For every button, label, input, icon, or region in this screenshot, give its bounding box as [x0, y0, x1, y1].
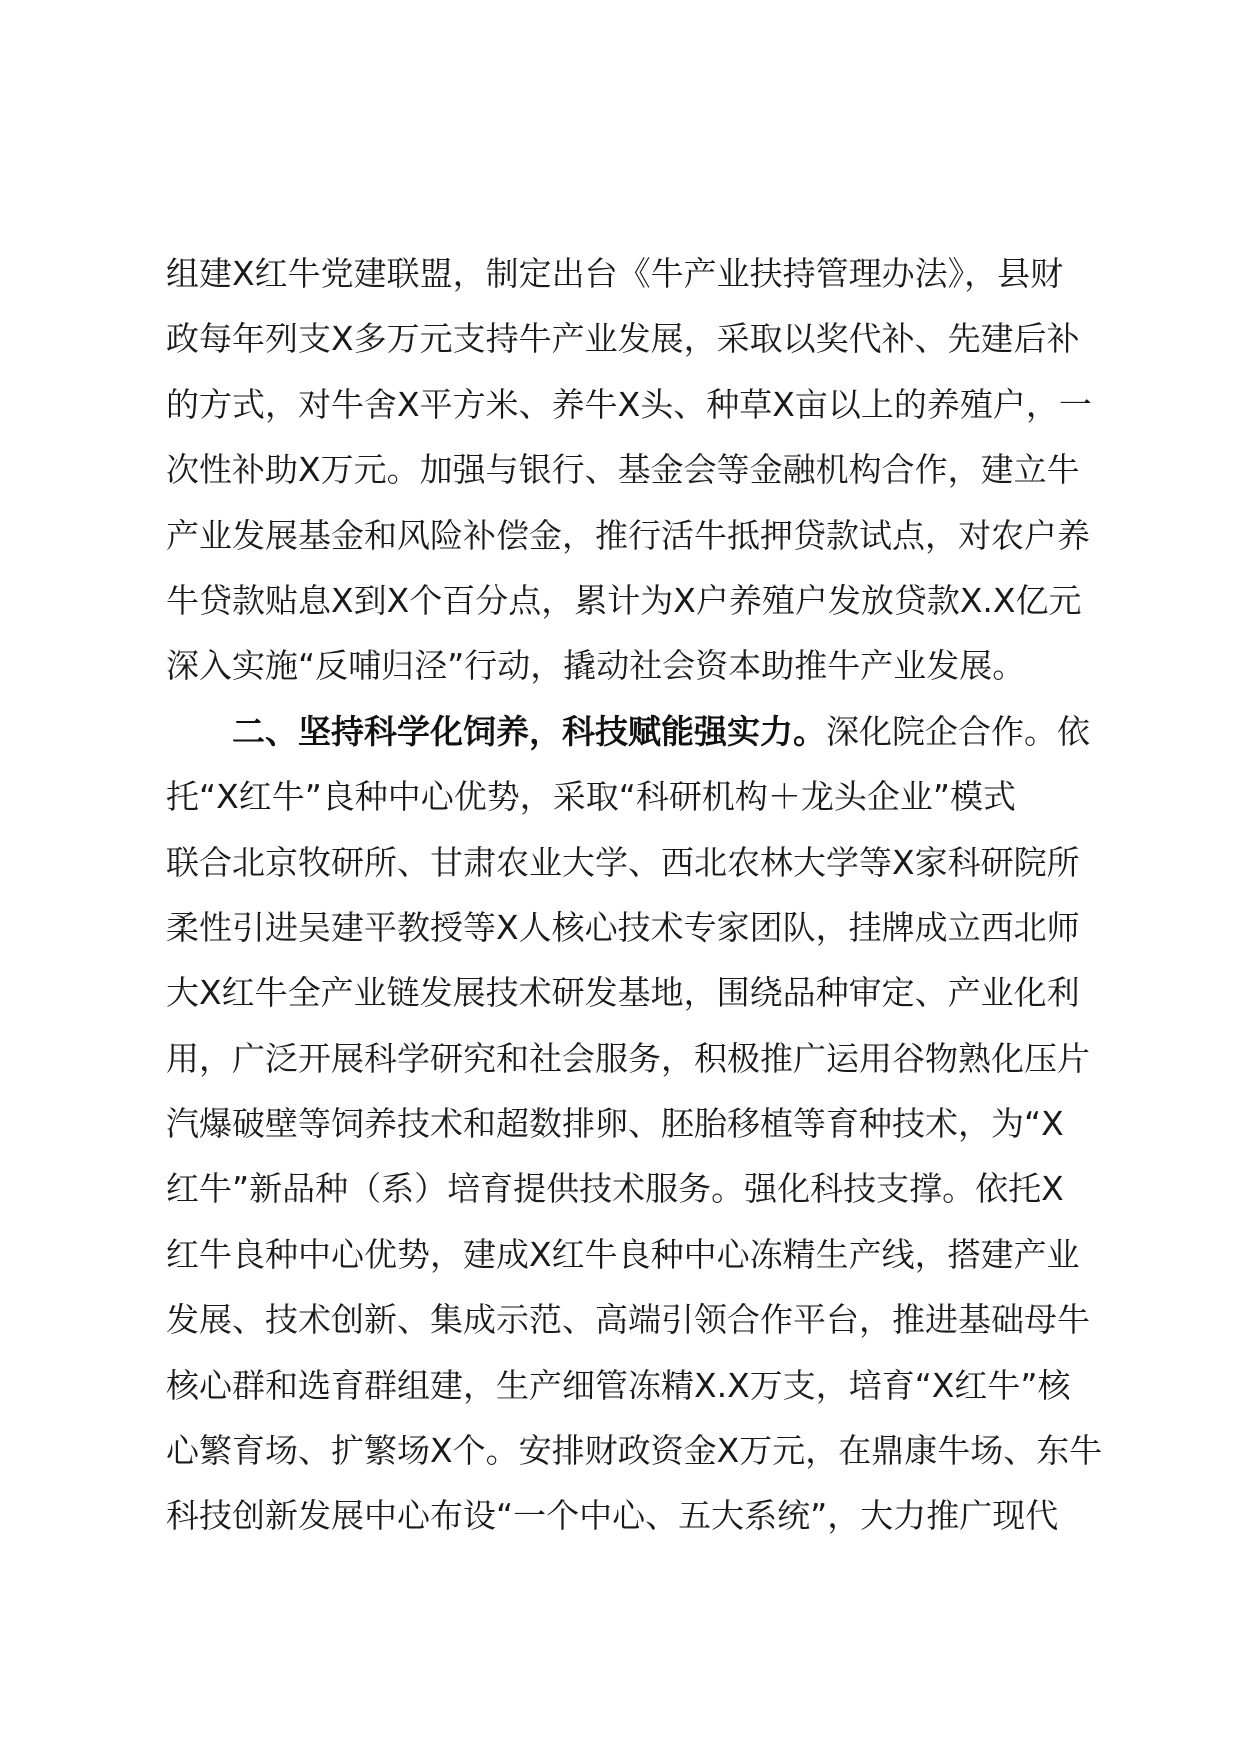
body-text: [166, 241, 1106, 1549]
section-2-first-line: [166, 699, 1106, 764]
text-line: 红牛”新品种（系）培育提供技术服务。强化科技支撑。依托X: [166, 1169, 1064, 1209]
text-line: 联合北京牧研所、甘肃农业大学、西北农林大学等X家科研院所: [166, 842, 1080, 882]
text-line: 心繁育场、扩繁场X个。安排财政资金X万元，在鼎康牛场、东牛: [166, 1431, 1103, 1471]
text-line: 红牛良种中心优势，建成X红牛良种中心冻精生产线，搭建产业: [166, 1234, 1080, 1274]
text-line: 深入实施“反哺归泾”行动，撬动社会资本助推牛产业发展。: [166, 646, 1026, 686]
text-line: 大X红牛全产业链发展技术研发基地，围绕品种审定、产业化利: [166, 973, 1080, 1013]
text-line: 托“X红牛”良种中心优势，采取“科研机构＋龙头企业”模式: [166, 777, 1016, 817]
text-line: 牛贷款贴息X到X个百分点，累计为X户养殖户发放贷款X.X亿元: [166, 580, 1082, 620]
text-line: 用，广泛开展科学研究和社会服务，积极推广运用谷物熟化压片: [166, 1038, 1090, 1078]
text-line: 次性补助X万元。加强与银行、基金会等金融机构合作，建立牛: [166, 450, 1080, 490]
section-2-heading: 二、坚持科学化饲养，科技赋能强实力。: [232, 711, 826, 751]
text-line: 发展、技术创新、集成示范、高端引领合作平台，推进基础母牛: [166, 1300, 1090, 1340]
text-line: 汽爆破壁等饲养技术和超数排卵、胚胎移植等育种技术，为“X: [166, 1104, 1064, 1144]
section-2-first-line-text: 深化院企合作。依: [826, 711, 1090, 751]
text-line: 组建X红牛党建联盟，制定出台《牛产业扶持管理办法》，县财: [166, 254, 1064, 293]
text-line: 柔性引进吴建平教授等X人核心技术专家团队，挂牌成立西北师: [166, 907, 1080, 947]
text-line: 政每年列支X多万元支持牛产业发展，采取以奖代补、先建后补: [166, 319, 1080, 359]
text-line: 的方式，对牛舍X平方米、养牛X头、种草X亩以上的养殖户，一: [166, 384, 1092, 424]
text-line: 科技创新发展中心布设“一个中心、五大系统”，大力推广现代: [166, 1496, 1059, 1536]
text-line: 产业发展基金和风险补偿金，推行活牛抵押贷款试点，对农户养: [166, 515, 1090, 555]
text-line: 核心群和选育群组建，生产细管冻精X.X万支，培育“X红牛”核: [166, 1365, 1071, 1405]
